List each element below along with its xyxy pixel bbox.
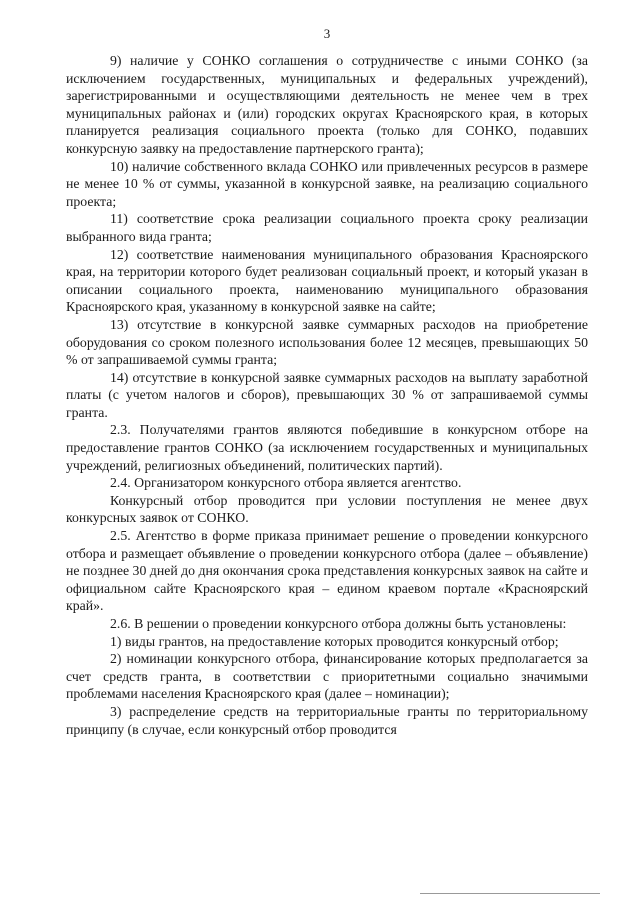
page-number: 3 <box>323 26 331 41</box>
document-body <box>66 52 588 738</box>
paragraph-item-14: 14) отсутствие в конкурсной заявке суммарных расходов на выплату заработной платы (с учетом налогов и сборов), превышающих 30 % от запрашиваемой суммы гранта. <box>66 369 588 420</box>
paragraph-section-2-6: 2.6. В решении о проведении конкурсного отбора должны быть установлены: <box>110 616 567 631</box>
paragraph-item-13: 13) отсутствие в конкурсной заявке суммарных расходов на приобретение оборудования со сроком полезного использования более 12 месяцев, превышающих 50 % от запрашиваемой суммы гранта; <box>66 316 588 368</box>
paragraph-selection-condition: Конкурсный отбор проводится при условии поступления не менее двух конкурсных заявок от СОНКО. <box>66 492 588 526</box>
paragraph-item-10: 10) наличие собственного вклада СОНКО или привлеченных ресурсов в размере не менее 10 % от суммы, указанной в конкурсной заявке, на реализацию социального проекта; <box>66 158 588 209</box>
paragraph-item-9: 9) наличие у СОНКО соглашения о сотрудничестве с иными СОНКО (за исключением государственных, муниципальных и федеральных учреждений), зарегистрированными и осуществляющими деятельность не менее чем в трех муниципальных районах и (или) городских округах Красноярского края, в которых планируется реализация социального проекта (только для СОНКО, подавших конкурсную заявку на предоставление партнерского гранта); <box>66 53 588 156</box>
paragraph-item-12: 12) соответствие наименования муниципального образования Красноярского края, на территории которого будет реализован социальный проект, и который указан в описании социального проекта, наименованию муниципального образования Красноярского края, указанному в конкурсной заявке на сайте; <box>66 246 588 315</box>
scan-edge-line <box>420 893 600 894</box>
paragraph-decision-item-2: 2) номинации конкурсного отбора, финансирование которых предполагается за счет средств гранта, в соответствии с приоритетными социально значимыми проблемами населения Красноярского края (далее – номинации); <box>66 651 588 702</box>
paragraph-decision-item-3: 3) распределение средств на территориальные гранты по территориальному принципу (в случае, если конкурсный отбор проводится <box>66 703 588 737</box>
paragraph-item-11: 11) соответствие срока реализации социального проекта сроку реализации выбранного вида гранта; <box>66 211 588 244</box>
paragraph-section-2-3: 2.3. Получателями грантов являются победившие в конкурсном отборе на предоставление грантов СОНКО (за исключением государственных и муниципальных учреждений, религиозных объединений, политических партий). <box>66 422 588 473</box>
paragraph-section-2-4: 2.4. Организатором конкурсного отбора является агентство. <box>110 475 462 491</box>
paragraph-decision-item-1: 1) виды грантов, на предоставление которых проводится конкурсный отбор; <box>110 633 559 649</box>
paragraph-section-2-5: 2.5. Агентство в форме приказа принимает решение о проведении конкурсного отбора и размещает объявление о проведении конкурсного отбора (далее – объявление) не позднее 30 дней до дня окончания срока представления конкурсных заявок на сайте и официальном сайте Красноярского края – едином краевом портале «Красноярский край». <box>66 528 588 614</box>
